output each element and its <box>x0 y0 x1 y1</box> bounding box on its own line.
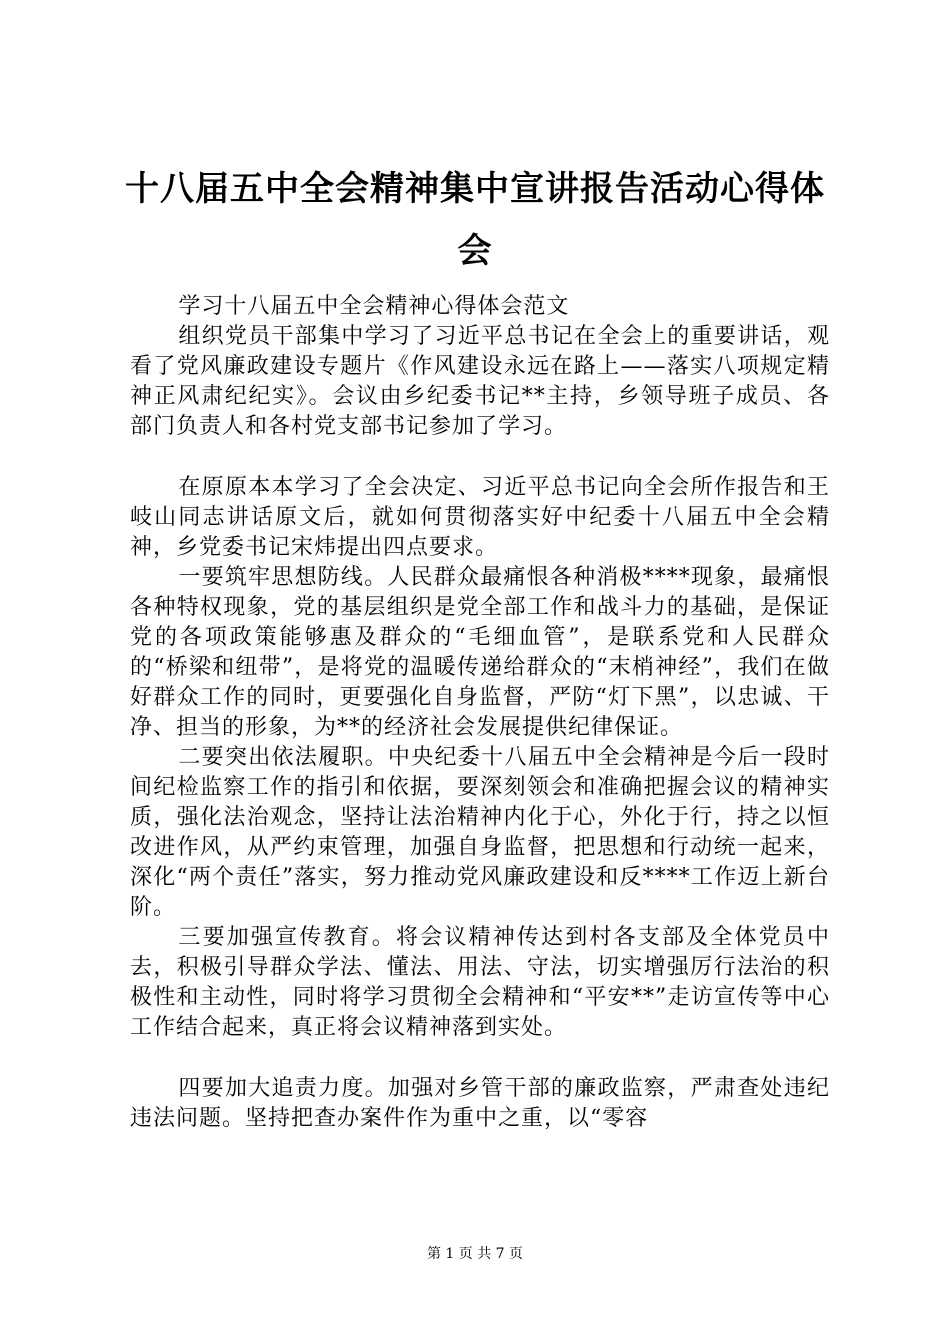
document-title: 十八届五中全会精神集中宣讲报告活动心得体会 <box>125 169 825 271</box>
document-subtitle: 学习十八届五中全会精神心得体会范文 <box>178 294 570 319</box>
page-footer <box>0 1244 950 1264</box>
paragraph-1: 组织党员干部集中学习了习近平总书记在全会上的重要讲话，观看了党风廉政建设专题片《作风建设永远在路上——落实八项规定精神正风肃纪纪实》。会议由乡纪委书记**主持，乡领导班子成员、各部门负责人和各村党支部书记参加了学习。 <box>130 324 830 439</box>
paragraph-2: 在原原本本学习了全会决定、习近平总书记向全会所作报告和王岐山同志讲话原文后，就如何贯彻落实好中纪委十八届五中全会精神，乡党委书记宋炜提出四点要求。 <box>130 475 830 560</box>
paragraph-6: 四要加大追责力度。加强对乡管干部的廉政监察，严肃查处违纪违法问题。坚持把查办案件作为重中之重，以“零容 <box>130 1076 830 1131</box>
paragraph-4: 二要突出依法履职。中央纪委十八届五中全会精神是今后一段时间纪检监察工作的指引和依据，要深刻领会和准确把握会议的精神实质，强化法治观念，坚持让法治精神内化于心，外化于行，持之以恒改进作风，从严约束管理，加强自身监督，把思想和行动统一起来，深化“两个责任”落实，努力推动党风廉政建设和反****工作迈上新台阶。 <box>130 745 830 920</box>
page-indicator: 第 1 页 共 7 页 <box>426 1246 524 1262</box>
document-body <box>130 292 830 1134</box>
paragraph-5: 三要加强宣传教育。将会议精神传达到村各支部及全体党员中去，积极引导群众学法、懂法、用法、守法，切实增强厉行法治的积极性和主动性，同时将学习贯彻全会精神和“平安**”走访宣传等中心工作结合起来，真正将会议精神落到实处。 <box>130 925 830 1040</box>
paragraph-3: 一要筑牢思想防线。人民群众最痛恨各种消极****现象，最痛恨各种特权现象，党的基层组织是党全部工作和战斗力的基础，是保证党的各项政策能够惠及群众的“毛细血管”，是联系党和人民群众的“桥梁和纽带”，是将党的温暖传递给群众的“末梢神经”，我们在做好群众工作的同时，更要强化自身监督，严防“灯下黑”，以忠诚、干净、担当的形象，为**的经济社会发展提供纪律保证。 <box>130 565 830 740</box>
